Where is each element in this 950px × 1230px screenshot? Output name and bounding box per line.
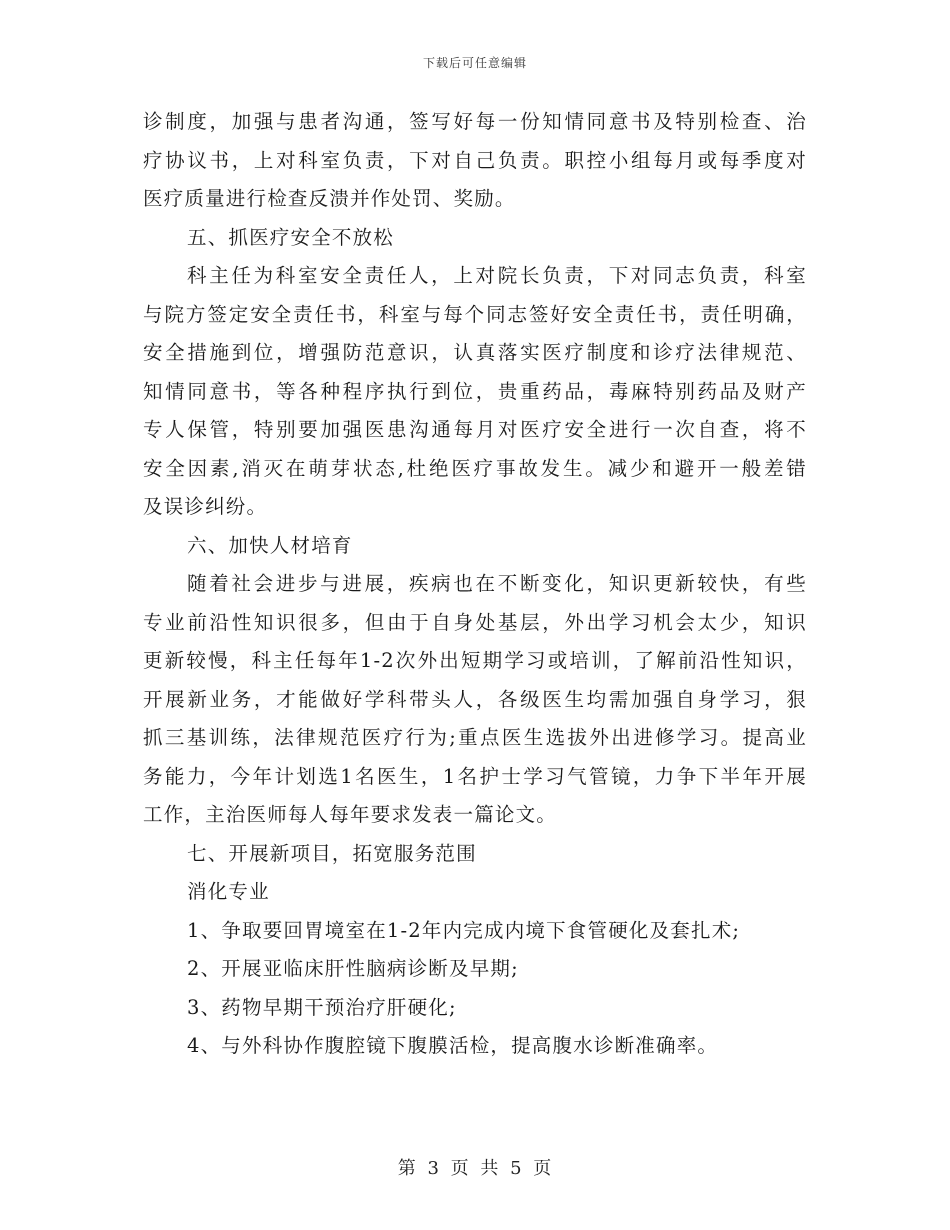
section-heading: 五、抓医疗安全不放松 [187, 225, 395, 249]
list-item: 4、与外科协作腹腔镜下腹膜活检，提高腹水诊断准确率。 [187, 1034, 719, 1057]
body-line: 知情同意书，等各种程序执行到位，贵重药品，毒麻特别药品及财产 [143, 379, 807, 403]
list-item: 1、争取要回胃境室在1-2年内完成内境下食管硬化及套扎术; [187, 918, 741, 942]
body-line: 安全因素,消灭在萌芽状态,杜绝医疗事故发生。减少和避开一般差错 [143, 456, 807, 480]
body-line: 专业前沿性知识很多，但由于自身处基层，外出学习机会太少，知识 [143, 610, 807, 634]
list-item: 3、药物早期干预治疗肝硬化; [187, 995, 457, 1019]
page-header: 下载后可任意编辑 [422, 56, 527, 70]
body-line: 开展新业务，才能做好学科带头人，各级医生均需加强自身学习，狠 [143, 687, 807, 711]
body-line: 科主任为科室安全责任人，上对院长负责，下对同志负责，科室 [187, 264, 807, 287]
body-line: 工作，主治医师每人每年要求发表一篇论文。 [143, 803, 558, 826]
body-line: 及误诊纠纷。 [143, 495, 268, 518]
subsection-heading: 消化专业 [187, 880, 270, 903]
section-heading: 七、开展新项目，拓宽服务范围 [187, 841, 477, 865]
section-heading: 六、加快人材培育 [187, 533, 353, 557]
body-line: 诊制度，加强与患者沟通，签写好每一份知情同意书及特别检查、治 [143, 110, 807, 133]
body-line: 务能力，今年计划选1名医生，1名护士学习气管镜，力争下半年开展 [143, 764, 807, 788]
body-line: 随着社会进步与进展，疾病也在不断变化，知识更新较快，有些 [187, 572, 807, 595]
body-line: 医疗质量进行检查反溃并作处罚、奖励。 [143, 187, 516, 210]
body-line: 与院方签定安全责任书，科室与每个同志签好安全责任书，责任明确， [143, 302, 807, 326]
body-line: 专人保管，特别要加强医患沟通每月对医疗安全进行一次自查，将不 [143, 418, 807, 441]
document-body [143, 103, 807, 1066]
body-line: 疗协议书，上对科室负责，下对自己负责。职控小组每月或每季度对 [143, 148, 807, 172]
list-item: 2、开展亚临床肝性脑病诊断及早期; [187, 957, 519, 980]
page-number-footer: 第 3 页 共 5 页 [397, 1158, 553, 1179]
body-line: 抓三基训练，法律规范医疗行为;重点医生选拔外出进修学习。提高业 [143, 726, 807, 749]
body-line: 更新较慢，科主任每年1-2次外出短期学习或培训，了解前沿性知识， [143, 649, 807, 672]
body-line: 安全措施到位，增强防范意识，认真落实医疗制度和诊疗法律规范、 [143, 341, 807, 364]
